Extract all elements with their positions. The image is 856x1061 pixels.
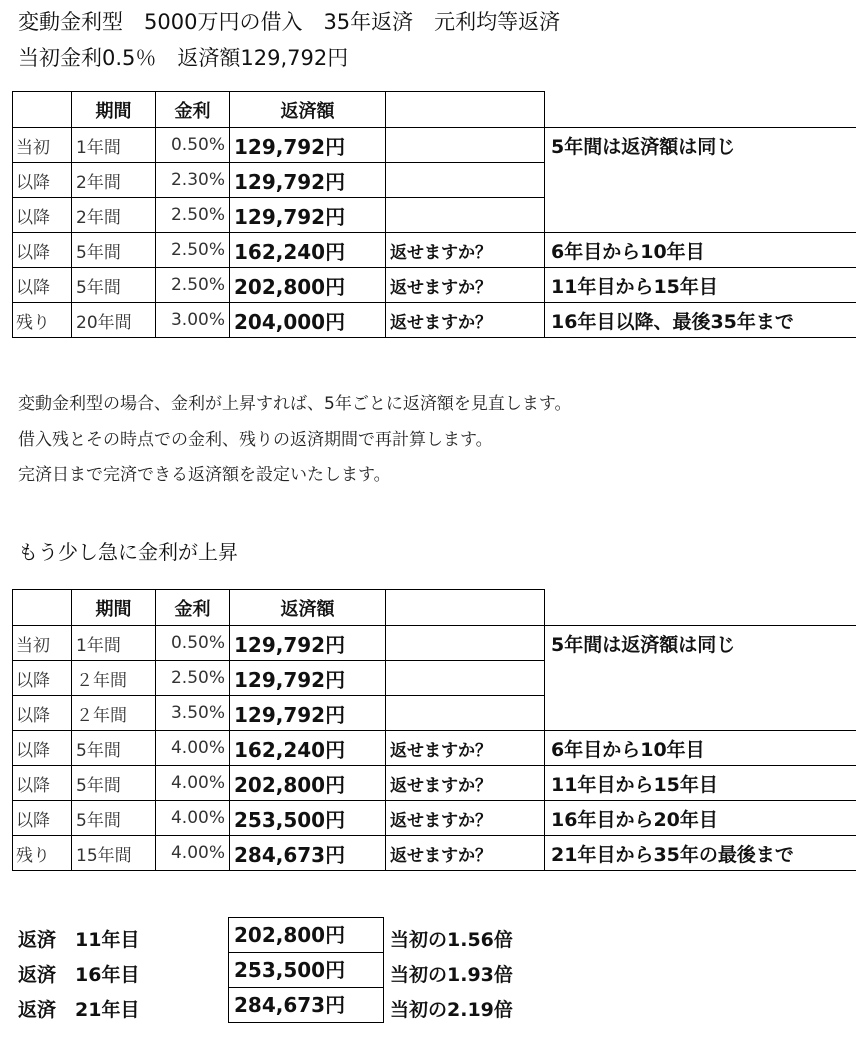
summary-label: 返済 11年目 [18, 929, 140, 951]
period-cell: 2年間 [72, 198, 156, 233]
period-cell: 15年間 [72, 836, 156, 871]
amount-cell: 129,792円 [230, 198, 386, 233]
table-row [13, 836, 856, 871]
header-cell-period: 期間 [72, 590, 156, 626]
period-cell: 2年間 [72, 163, 156, 198]
rate-cell: 4.00% [156, 801, 230, 836]
header-cell [386, 590, 545, 626]
warning-cell [386, 696, 545, 731]
explanation-line-3: 完済日まで完済できる返済額を設定いたします。 [18, 465, 391, 485]
warning-cell [386, 626, 545, 661]
amount-cell: 202,800円 [230, 268, 386, 303]
summary-amount: 284,673円 [228, 987, 384, 1023]
note-cell: 5年間は返済額は同じ [545, 128, 856, 163]
rate-cell: 2.50% [156, 233, 230, 268]
warning-cell [386, 128, 545, 163]
explanation-line-2: 借入残とその時点での金利、残りの返済期間で再計算します。 [18, 430, 493, 450]
rate-cell: 0.50% [156, 626, 230, 661]
table-row [13, 128, 856, 163]
rate-cell: 2.50% [156, 268, 230, 303]
rate-cell: 3.50% [156, 696, 230, 731]
header-line-2: 当初金利0.5％ 返済額129,792円 [18, 46, 349, 70]
table-row [13, 661, 856, 696]
amount-cell: 129,792円 [230, 128, 386, 163]
header-cell-amount: 返済額 [230, 92, 386, 128]
rate-cell: 4.00% [156, 731, 230, 766]
amount-cell: 162,240円 [230, 233, 386, 268]
period-cell: 20年間 [72, 303, 156, 338]
warning-cell: 返せますか？ [386, 303, 545, 338]
period-cell: 5年間 [72, 766, 156, 801]
category-cell: 以降 [13, 661, 72, 696]
table-header-row [13, 590, 856, 626]
category-cell: 残り [13, 303, 72, 338]
warning-cell: 返せますか？ [386, 766, 545, 801]
repayment-table-1 [12, 91, 856, 338]
note-cell [545, 198, 856, 233]
period-cell: 1年間 [72, 128, 156, 163]
category-cell: 以降 [13, 696, 72, 731]
note-cell [545, 696, 856, 731]
summary-note: 当初の1.56倍 [390, 929, 513, 951]
header-spacer [545, 92, 856, 128]
rate-cell: 2.30% [156, 163, 230, 198]
category-cell: 以降 [13, 766, 72, 801]
category-cell: 以降 [13, 268, 72, 303]
period-cell: 5年間 [72, 731, 156, 766]
period-cell: 5年間 [72, 233, 156, 268]
summary-label: 返済 21年目 [18, 999, 140, 1021]
rate-cell: 3.00% [156, 303, 230, 338]
warning-cell: 返せますか？ [386, 731, 545, 766]
header-cell [386, 92, 545, 128]
section-2-title: もう少し急に金利が上昇 [18, 540, 238, 564]
warning-cell [386, 661, 545, 696]
period-cell: 1年間 [72, 626, 156, 661]
amount-cell: 162,240円 [230, 731, 386, 766]
amount-cell: 204,000円 [230, 303, 386, 338]
table-row [13, 268, 856, 303]
repayment-table-2 [12, 589, 856, 871]
note-cell: 11年目から15年目 [545, 268, 856, 303]
category-cell: 当初 [13, 128, 72, 163]
category-cell: 以降 [13, 233, 72, 268]
warning-cell: 返せますか？ [386, 801, 545, 836]
warning-cell [386, 163, 545, 198]
category-cell: 当初 [13, 626, 72, 661]
period-cell: ２年間 [72, 696, 156, 731]
explanation-line-1: 変動金利型の場合、金利が上昇すれば、5年ごとに返済額を見直します。 [18, 394, 572, 414]
amount-cell: 202,800円 [230, 766, 386, 801]
rate-cell: 2.50% [156, 661, 230, 696]
rate-cell: 0.50% [156, 128, 230, 163]
rate-cell: 4.00% [156, 836, 230, 871]
header-cell-period: 期間 [72, 92, 156, 128]
table-row [13, 801, 856, 836]
table-row [13, 163, 856, 198]
warning-cell: 返せますか？ [386, 268, 545, 303]
note-cell: 6年目から10年目 [545, 233, 856, 268]
period-cell: ２年間 [72, 661, 156, 696]
table-row [13, 696, 856, 731]
amount-cell: 129,792円 [230, 696, 386, 731]
note-cell [545, 163, 856, 198]
header-spacer [545, 590, 856, 626]
header-line-1: 変動金利型 5000万円の借入 35年返済 元利均等返済 [18, 10, 561, 34]
period-cell: 5年間 [72, 801, 156, 836]
category-cell: 残り [13, 836, 72, 871]
header-cell [13, 590, 72, 626]
table-header-row [13, 92, 856, 128]
header-cell [13, 92, 72, 128]
summary-note: 当初の1.93倍 [390, 964, 513, 986]
note-cell: 16年目から20年目 [545, 801, 856, 836]
header-cell-rate: 金利 [156, 590, 230, 626]
warning-cell [386, 198, 545, 233]
table-row [13, 233, 856, 268]
summary-note: 当初の2.19倍 [390, 999, 513, 1021]
amount-cell: 284,673円 [230, 836, 386, 871]
amount-cell: 253,500円 [230, 801, 386, 836]
category-cell: 以降 [13, 163, 72, 198]
table-row [13, 766, 856, 801]
header-cell-rate: 金利 [156, 92, 230, 128]
table-row [13, 626, 856, 661]
note-cell: 16年目以降、最後35年まで [545, 303, 856, 338]
note-cell: 5年間は返済額は同じ [545, 626, 856, 661]
rate-cell: 2.50% [156, 198, 230, 233]
note-cell: 6年目から10年目 [545, 731, 856, 766]
category-cell: 以降 [13, 801, 72, 836]
amount-cell: 129,792円 [230, 163, 386, 198]
table-row [13, 303, 856, 338]
rate-cell: 4.00% [156, 766, 230, 801]
table-row [13, 198, 856, 233]
warning-cell: 返せますか？ [386, 836, 545, 871]
table-row [13, 731, 856, 766]
warning-cell: 返せますか？ [386, 233, 545, 268]
summary-amount: 253,500円 [228, 952, 384, 988]
summary-amount: 202,800円 [228, 917, 384, 953]
summary-label: 返済 16年目 [18, 964, 140, 986]
category-cell: 以降 [13, 731, 72, 766]
amount-cell: 129,792円 [230, 661, 386, 696]
amount-cell: 129,792円 [230, 626, 386, 661]
header-cell-amount: 返済額 [230, 590, 386, 626]
category-cell: 以降 [13, 198, 72, 233]
note-cell [545, 661, 856, 696]
period-cell: 5年間 [72, 268, 156, 303]
note-cell: 11年目から15年目 [545, 766, 856, 801]
note-cell: 21年目から35年の最後まで [545, 836, 856, 871]
